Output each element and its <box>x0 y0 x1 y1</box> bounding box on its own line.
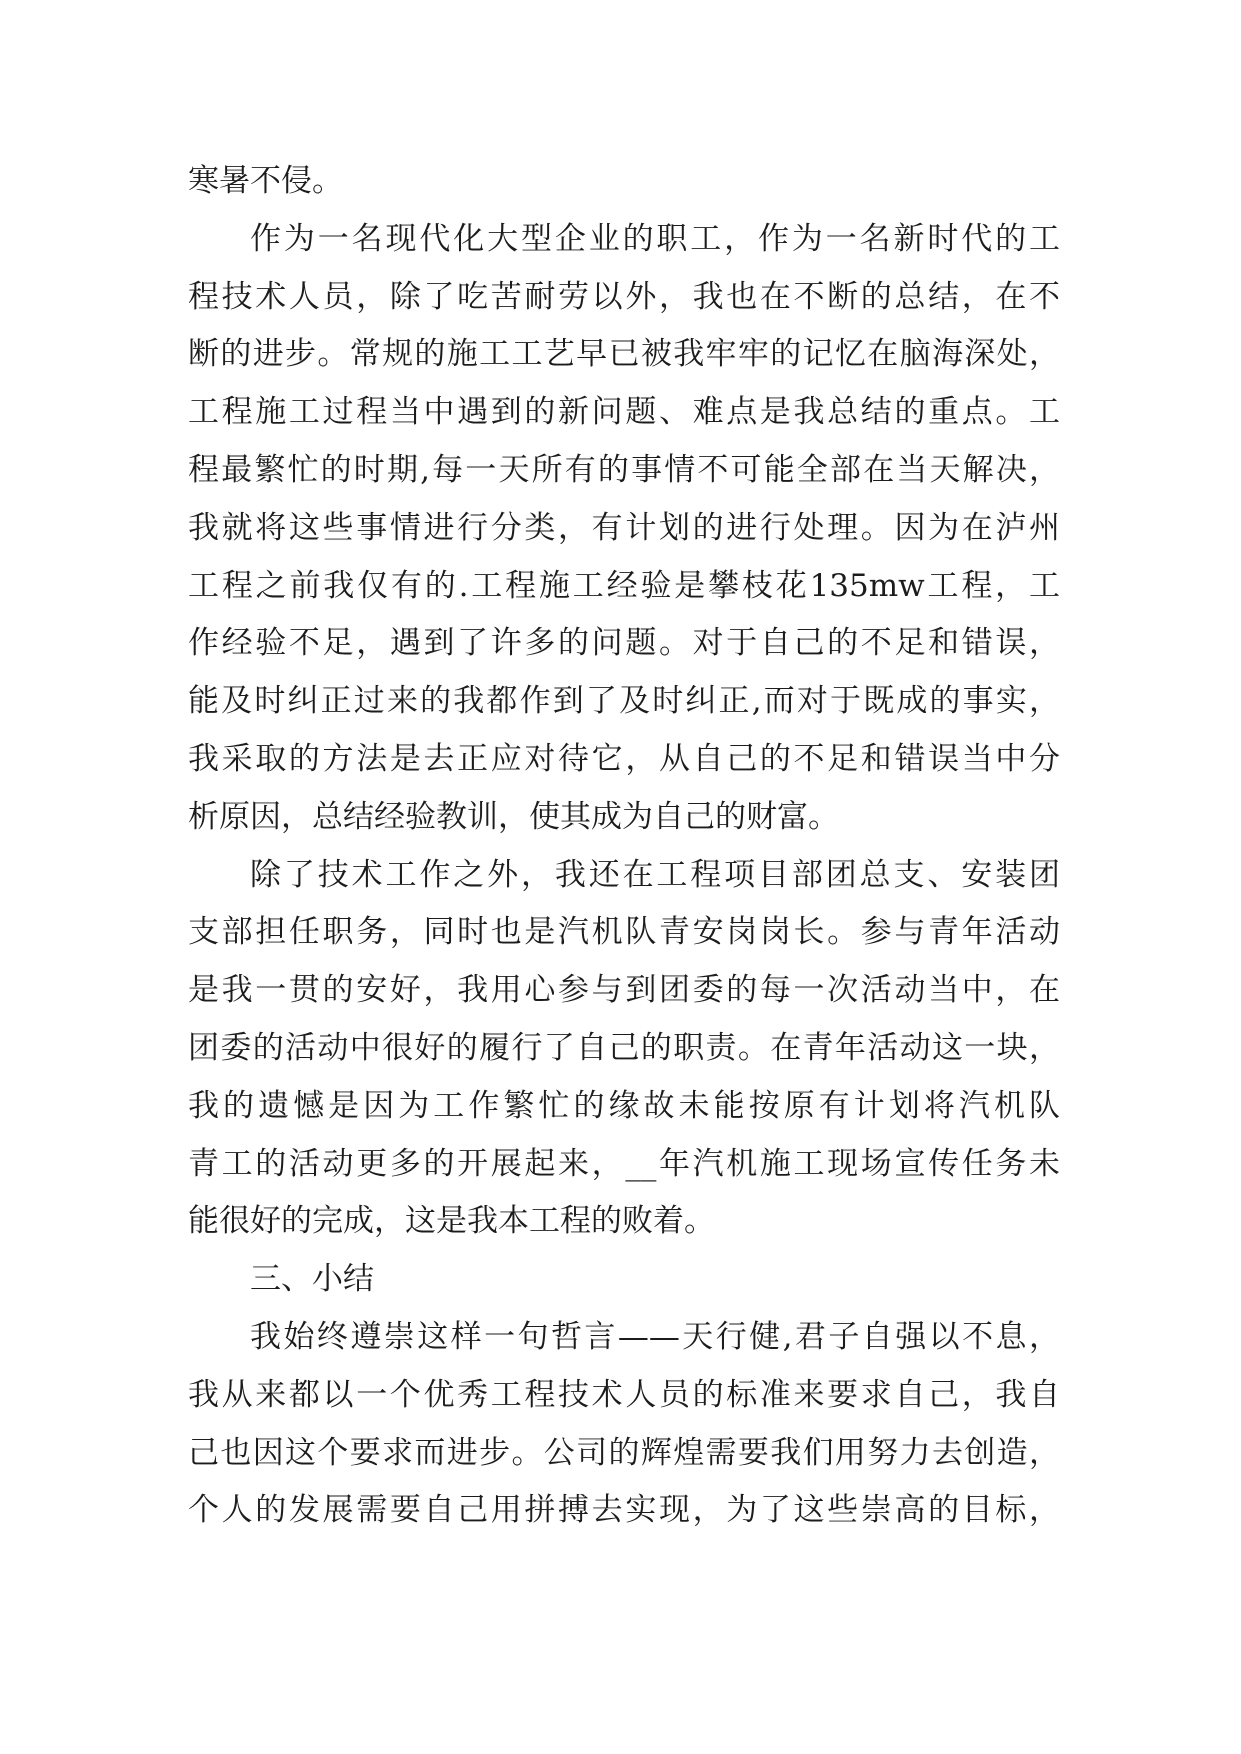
paragraph-line: 我采取的方法是去正应对待它，从自己的不足和错误当中分 <box>188 740 1060 777</box>
section-heading <box>188 1251 1060 1309</box>
paragraph-line: 能及时纠正过来的我都作到了及时纠正,而对于既成的事实， <box>188 683 1060 720</box>
paragraph-continuation <box>188 153 1060 211</box>
paragraph-line: 作为一名现代化大型企业的职工，作为一名新时代的工 <box>250 220 1060 257</box>
paragraph-line: 寒暑不侵。 <box>188 163 343 199</box>
paragraph-youth-activities <box>188 847 1060 1252</box>
paragraph-conclusion <box>188 1309 1060 1540</box>
paragraph-line: 程最繁忙的时期,每一天所有的事情不可能全部在当天解决， <box>188 451 1060 488</box>
paragraph-line: 支部担任职务，同时也是汽机队青安岗岗长。参与青年活动 <box>188 914 1060 951</box>
section-heading-text: 三、小结 <box>250 1261 374 1298</box>
paragraph-line: 团委的活动中很好的履行了自己的职责。在青年活动这一块， <box>188 1029 1060 1066</box>
paragraph-line: 工程之前我仅有的.工程施工经验是攀枝花135mw工程，工 <box>188 567 1060 604</box>
paragraph-line: 工程施工过程当中遇到的新问题、难点是我总结的重点。工 <box>188 394 1060 431</box>
paragraph-line: 己也因这个要求而进步。公司的辉煌需要我们用努力去创造， <box>188 1434 1060 1471</box>
paragraph-line: 我始终遵崇这样一句哲言——天行健,君子自强以不息， <box>250 1318 1060 1355</box>
paragraph-line: 除了技术工作之外，我还在工程项目部团总支、安装团 <box>250 856 1060 893</box>
paragraph-line: 我就将这些事情进行分类，有计划的进行处理。因为在泸州 <box>188 509 1060 546</box>
paragraph-line: 是我一贯的安好，我用心参与到团委的每一次活动当中，在 <box>188 972 1060 1009</box>
body-text <box>188 153 1060 1540</box>
paragraph-line: 程技术人员，除了吃苦耐劳以外，我也在不断的总结，在不 <box>188 278 1060 315</box>
paragraph-line: 我的遗憾是因为工作繁忙的缘故未能按原有计划将汽机队 <box>188 1087 1060 1124</box>
paragraph-line: 析原因，总结经验教训，使其成为自己的财富。 <box>188 798 839 835</box>
paragraph-line: 个人的发展需要自己用拼搏去实现，为了这些崇高的目标， <box>188 1492 1060 1529</box>
paragraph-line: 我从来都以一个优秀工程技术人员的标准来要求自己，我自 <box>188 1376 1060 1413</box>
paragraph-line: 能很好的完成，这是我本工程的败着。 <box>188 1203 715 1240</box>
paragraph-work-summary <box>188 211 1060 847</box>
paragraph-line: 断的进步。常规的施工工艺早已被我牢牢的记忆在脑海深处， <box>188 336 1060 373</box>
paragraph-line: 青工的活动更多的开展起来，__年汽机施工现场宣传任务未 <box>188 1145 1060 1182</box>
paragraph-line: 作经验不足，遇到了许多的问题。对于自己的不足和错误， <box>188 625 1060 662</box>
